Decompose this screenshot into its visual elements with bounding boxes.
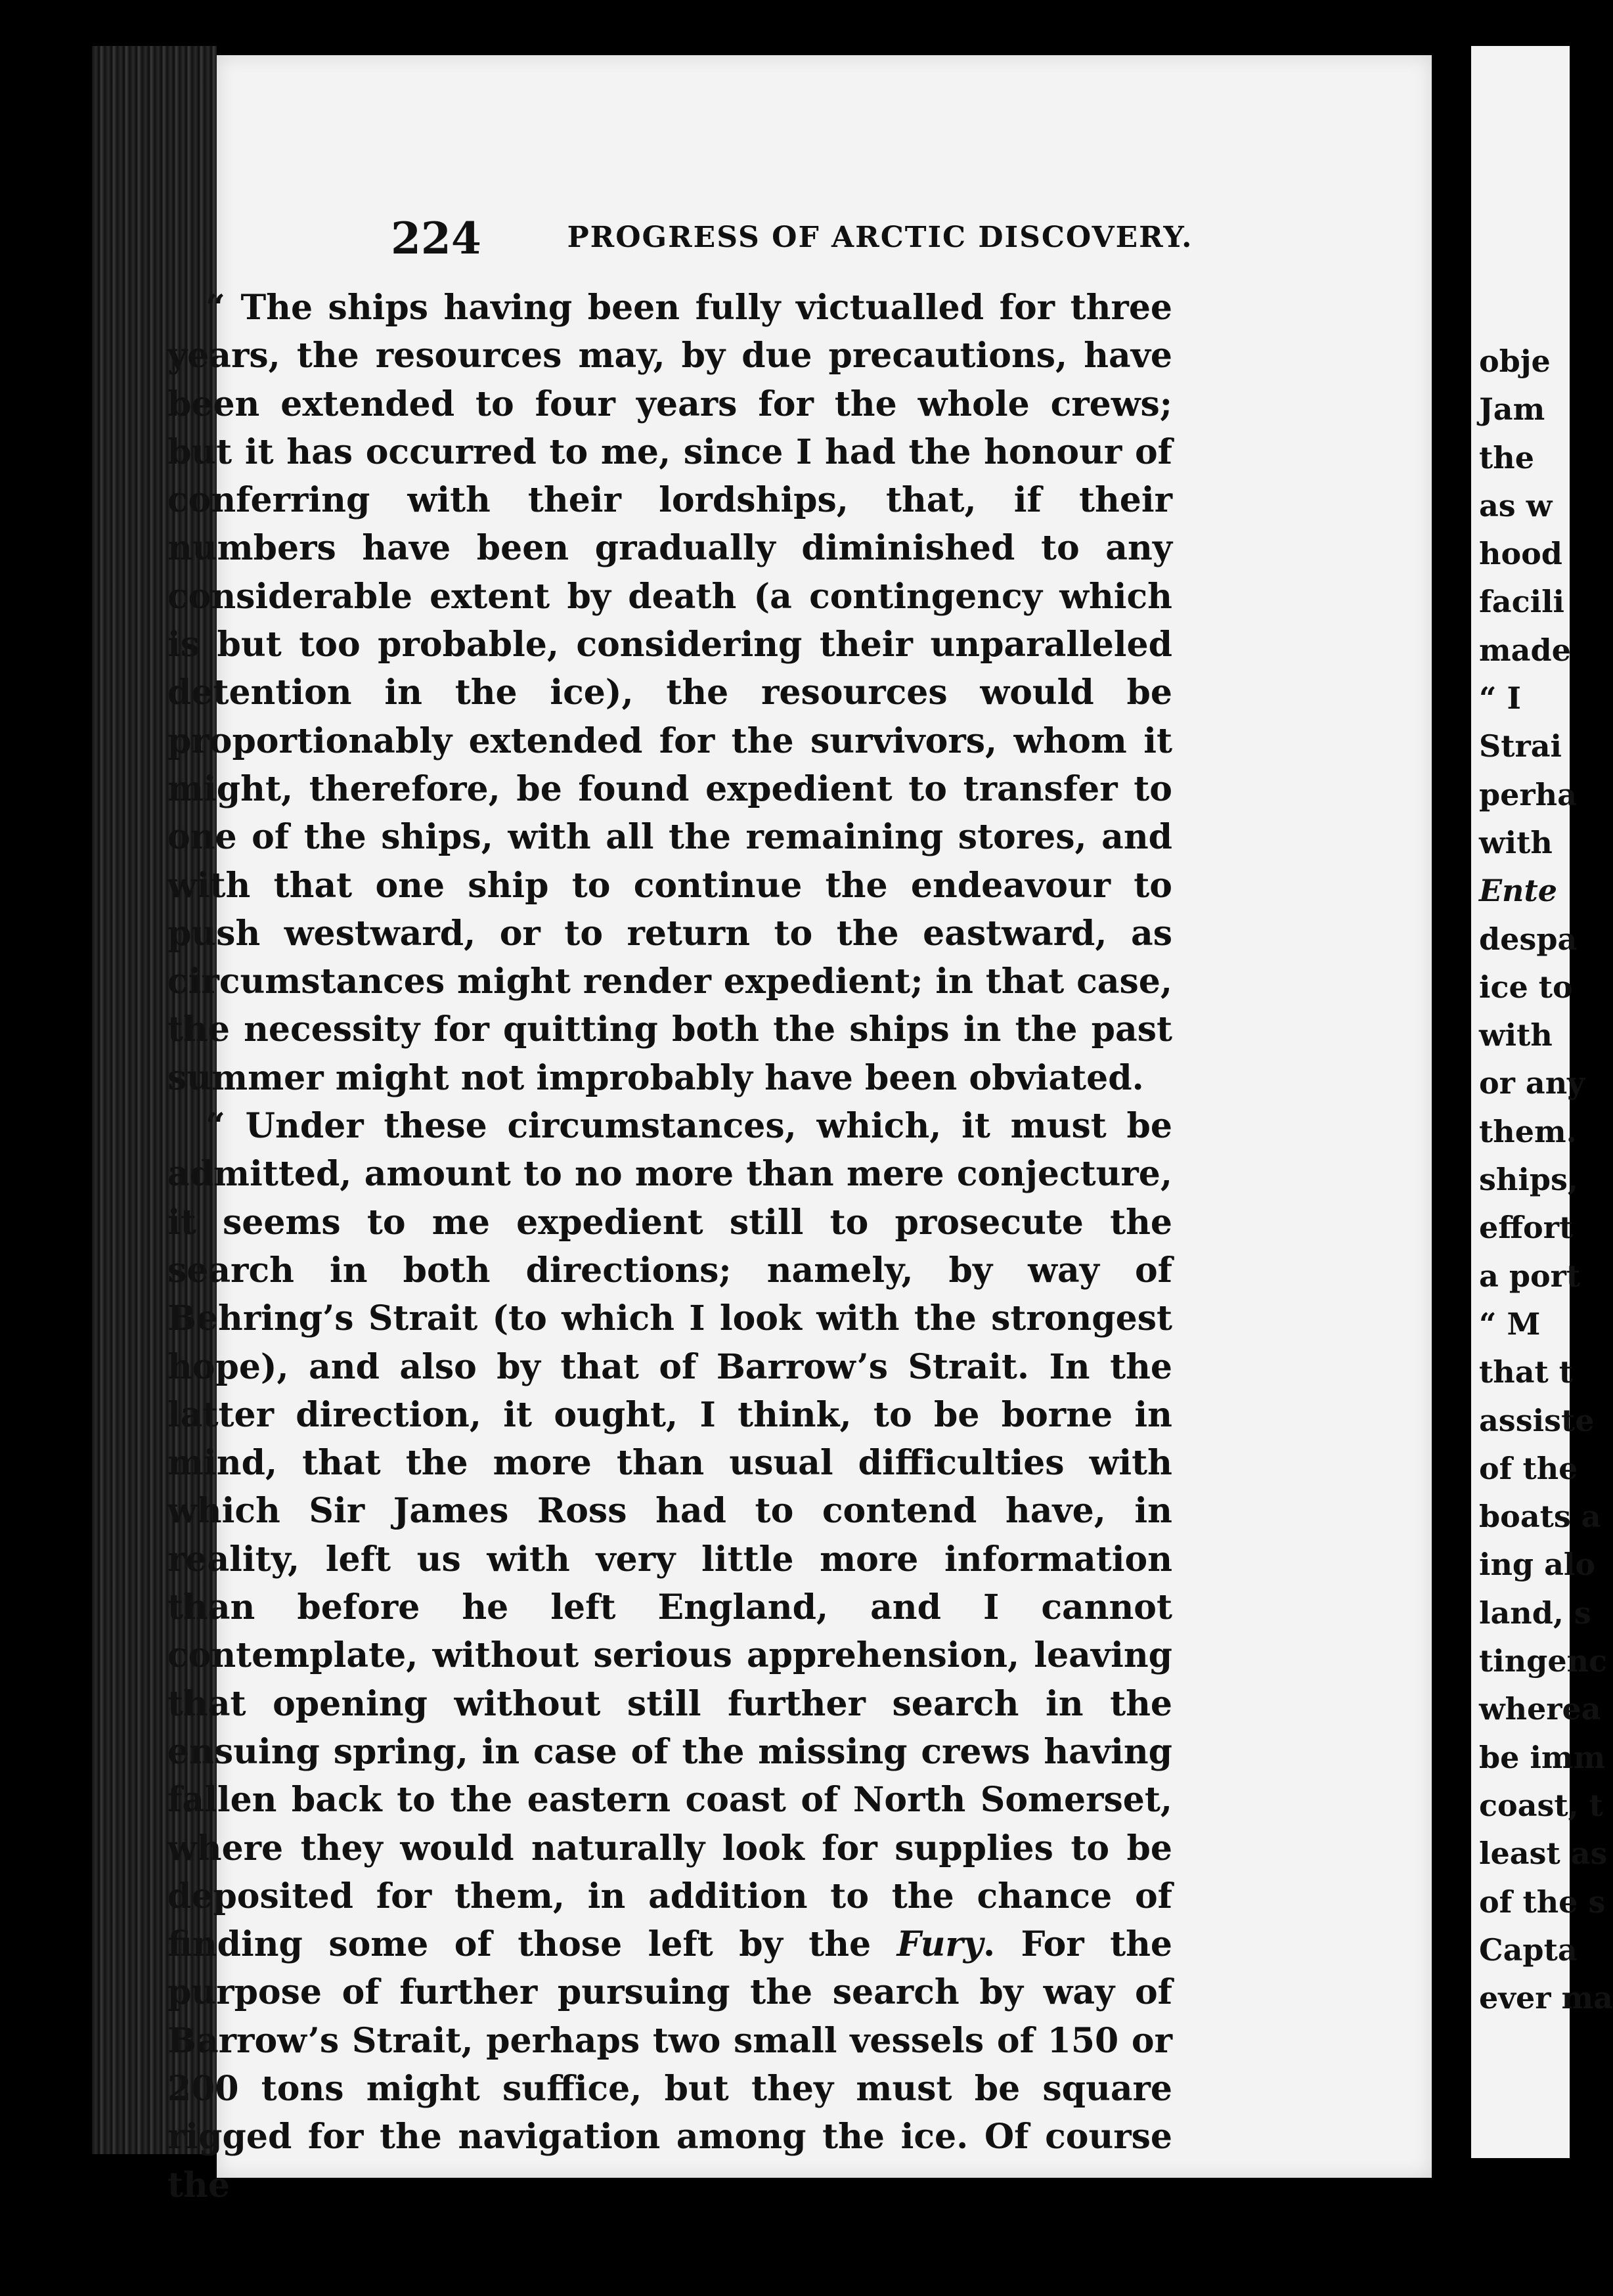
facing-fragment: wherea [1479,1691,1601,1727]
paragraph-2: “ Under these circumstances, which, it must be admitted, amount to no more than mere conjecture, it seems to me expedient still to prosecute the search in both directions; namely, by way of Behring’s Strait (to which I look with the strongest hope), and also by that of Barrow’s Strait. In the latter direction, it ought, I think, to be borne in mind, that the more than usual difficulties with which Sir James Ross had to contend have, in reality, left us with very little more information than before he left England, and I cannot contemplate, without serious apprehension, leaving that opening without still further search in the ensuing spring, in case of the missing crews having fallen back to the eastern coast of North Somerset, where they would naturally look for supplies to be deposited for them, in addition to the chance of finding some of those left by the Fury. For the purpose of further pursuing the search by way of Barrow’s Strait, perhaps two small vessels of 150 or 200 tons might suffice, but they must be square rigged for the navigation among the ice. Of course the [167,1106,1172,2205]
facing-fragment: boats a [1479,1499,1601,1535]
facing-fragment: ice to [1479,969,1573,1005]
facing-fragment: as w [1479,487,1553,523]
facing-fragment: ever ma [1479,1980,1613,2016]
facing-fragment: Jam [1479,391,1545,428]
facing-fragment: Strai [1479,728,1562,764]
facing-fragment: Capta [1479,1932,1578,1968]
facing-fragment: with [1479,824,1553,860]
facing-page [1471,46,1613,2158]
facing-fragment: be imm [1479,1739,1606,1775]
facing-fragment: with [1479,1017,1553,1053]
facing-fragment: “ I [1479,680,1521,717]
running-title: PROGRESS OF ARCTIC DISCOVERY. [567,221,1193,254]
facing-fragment: facili [1479,584,1565,620]
body-text [167,284,1172,2209]
paragraph-1: “ The ships having been fully victualled for three years, the resources may, by due precautions, have been extended to four years for the whole crews; but it has occurred to me, since I had the honour of conferring with their lordships, that, if their numbers have been gradually diminished to any considerable extent by death (a contingency which is but too probable, considering their unparalleled detention in the ice), the resources would be proportionably extended for the survivors, whom it might, therefore, be found expedient to transfer to one of the ships, with all the remaining stores, and with that one ship to continue the endeavour to push westward, or to return to the eastward, as circumstances might render expedient; in that case, the necessity for quitting both the ships in the past summer might not improbably have been obviated. [167,288,1172,1098]
facing-fragment: or any [1479,1065,1585,1101]
facing-fragment: ships, [1479,1162,1578,1198]
facing-page-fragments [1479,338,1613,2022]
facing-fragment: that t [1479,1354,1574,1390]
facing-fragment: of the s [1479,1884,1606,1920]
facing-fragment: made [1479,632,1571,668]
facing-fragment: effort [1479,1210,1574,1246]
facing-fragment: despa [1479,921,1578,957]
facing-fragment: least as [1479,1836,1608,1872]
ship-name-italic: Fury [896,1924,983,1965]
facing-fragment: hood [1479,536,1562,572]
facing-fragment: assiste [1479,1402,1595,1438]
facing-fragment: a port [1479,1258,1581,1294]
facing-fragment: land, s [1479,1595,1591,1631]
facing-fragment: ing alo [1479,1547,1596,1583]
page-number: 224 [391,213,481,264]
facing-fragment: tingenc [1479,1643,1608,1679]
facing-fragment: “ M [1479,1306,1541,1342]
facing-fragment: them. [1479,1113,1577,1149]
facing-fragment: Ente [1479,873,1558,909]
facing-fragment: perha [1479,776,1577,812]
facing-fragment: obje [1479,343,1551,379]
page-header [391,213,1369,264]
facing-fragment: of the [1479,1450,1578,1486]
facing-fragment: coast, t [1479,1787,1603,1823]
page-gutter [1432,46,1471,2158]
facing-fragment: the [1479,439,1534,475]
